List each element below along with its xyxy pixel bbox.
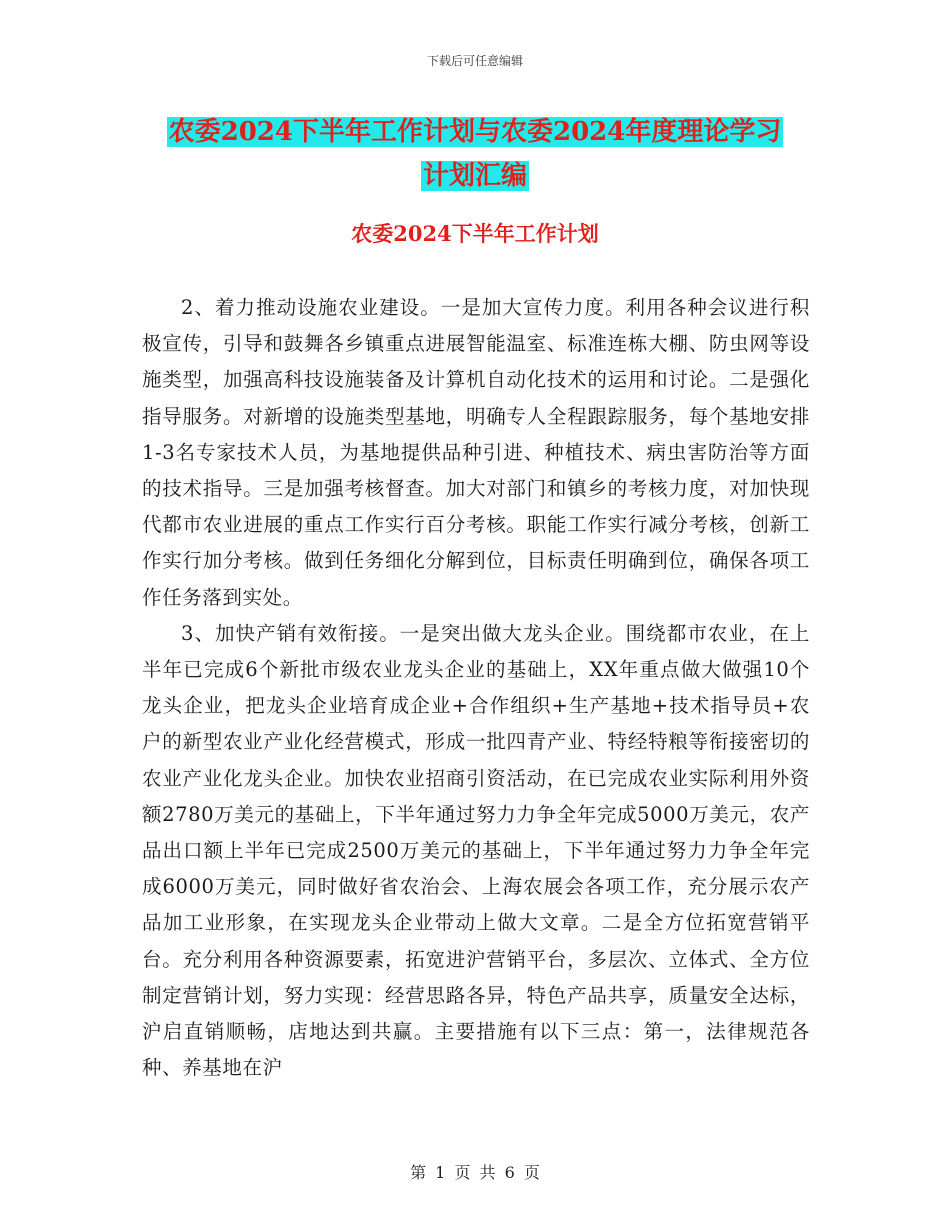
paragraph: 2、着力推动设施农业建设。一是加大宣传力度。利用各种会议进行积极宣传，引导和鼓舞各乡镇重点进展智能温室、标准连栋大棚、防虫网等设施类型，加强高科技设施装备及计算机自动化技术的运用和讨论。二是强化指导服务。对新增的设施类型基地，明确专人全程跟踪服务，每个基地安排1-3名专家技术人员，为基地提供品种引进、种植技术、病虫害防治等方面的技术指导。三是加强考核督查。加大对部门和镇乡的考核力度，对加快现代都市农业进展的重点工作实行百分考核。职能工作实行减分考核，创新工作实行加分考核。做到任务细化分解到位，目标责任明确到位，确保各项工作任务落到实处。 [142,296,810,609]
document-title [0,110,950,198]
document-title-line-1: 农委2024下半年工作计划与农委2024年度理论学习 [168,117,782,147]
document-body [142,290,810,1086]
paragraph: 3、加快产销有效衔接。一是突出做大龙头企业。围绕都市农业，在上半年已完成6个新批市级农业龙头企业的基础上，XX年重点做大做强10个龙头企业，把龙头企业培育成企业+合作组织+生产基地+技术指导员+农户的新型农业产业化经营模式，形成一批四青产业、特经特粮等衔接密切的农业产业化龙头企业。加快农业招商引资活动，在已完成农业实际利用外资额2780万美元的基础上，下半年通过努力力争全年完成5000万美元，农产品出口额上半年已完成2500万美元的基础上，下半年通过努力力争全年完成6000万美元，同时做好省农治会、上海农展会各项工作，充分展示农产品加工业形象，在实现龙头企业带动上做大文章。二是全方位拓宽营销平台。充分利用各种资源要素，拓宽进沪营销平台，多层次、立体式、全方位制定营销计划，努力实现：经营思路各异，特色产品共享，质量安全达标，沪启直销顺畅，店地达到共赢。主要措施有以下三点：第一，法律规范各种、养基地在沪 [142,621,810,1080]
document-title-line-2: 计划汇编 [422,161,527,191]
section-title: 农委2024下半年工作计划 [351,221,599,246]
page-number: 第 1 页 共 6 页 [410,1163,540,1182]
page-header-note: 下载后可任意编辑 [426,54,523,68]
